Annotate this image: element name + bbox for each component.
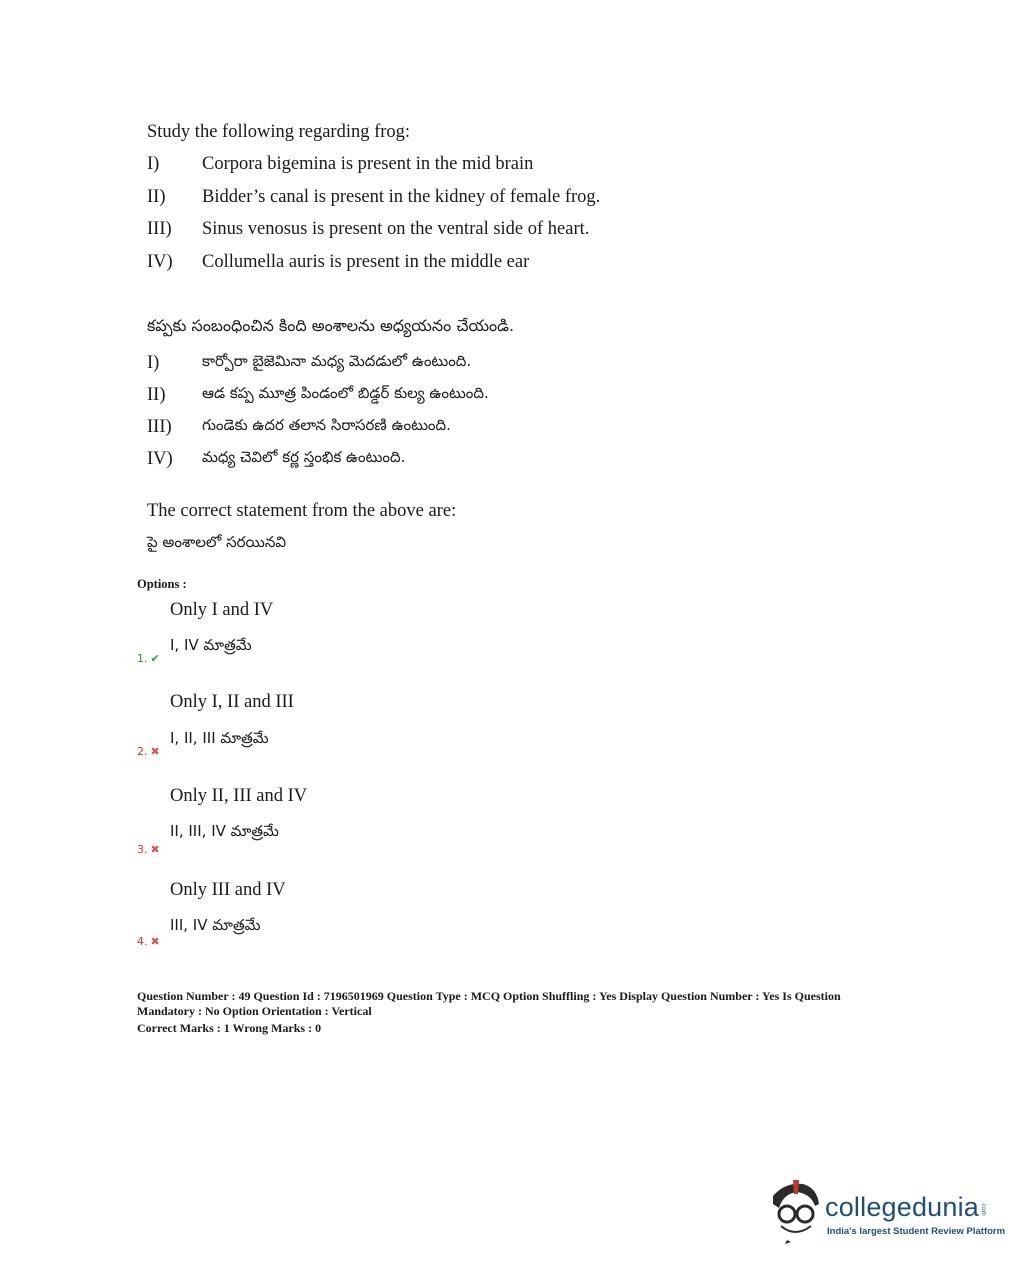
logo-name — [825, 1192, 986, 1223]
statement-en-1-roman: I) — [147, 154, 160, 174]
statement-en-3-roman: III) — [147, 219, 172, 239]
option-3-number — [137, 843, 160, 856]
logo-name-text: collegedunia — [825, 1192, 980, 1222]
collegedunia-logo — [765, 1178, 1006, 1248]
cross-icon: ✖ — [150, 745, 160, 758]
option-4-te[interactable]: III, IV మాత్రమే — [170, 916, 261, 934]
option-4-number-label: 4. — [137, 935, 148, 948]
statement-te-2-roman: II) — [147, 385, 166, 405]
option-1-number-label: 1. — [137, 652, 148, 665]
option-3-en[interactable]: Only II, III and IV — [170, 786, 308, 806]
question-intro-te: కప్పకు సంబంధించిన కింది అంశాలను అధ్యయనం చేయండి. — [147, 316, 515, 335]
logo-suffix: .com — [980, 1201, 987, 1216]
mascot-icon — [765, 1178, 825, 1248]
statement-en-2: Bidder’s canal is present in the kidney of female frog. — [202, 187, 601, 207]
cross-icon: ✖ — [150, 843, 160, 856]
question-meta-line3: Correct Marks : 1 Wrong Marks : 0 — [137, 1021, 322, 1035]
option-2-number — [137, 745, 160, 758]
statement-te-4: మధ్య చెవిలో కర్ణ స్తంభిక ఉంటుంది. — [202, 448, 406, 466]
option-2-en[interactable]: Only I, II and III — [170, 692, 294, 712]
option-1-en[interactable]: Only I and IV — [170, 600, 274, 620]
option-3-te[interactable]: II, III, IV మాత్రమే — [170, 822, 279, 840]
statement-te-4-roman: IV) — [147, 449, 173, 469]
statement-te-3: గుండెకు ఉదర తలాన సిరాసరణి ఉంటుంది. — [202, 416, 451, 434]
check-icon: ✔ — [150, 652, 160, 665]
question-prompt-en: The correct statement from the above are: — [147, 501, 457, 521]
statement-en-3: Sinus venosus is present on the ventral side of heart. — [202, 219, 590, 239]
option-3-number-label: 3. — [137, 843, 148, 856]
options-label: Options : — [137, 577, 187, 591]
statement-en-4-roman: IV) — [147, 252, 173, 272]
statement-te-1: కార్పోరా బైజెమినా మధ్య మెదడులో ఉంటుంది. — [202, 352, 472, 370]
question-prompt-te: పై అంశాలలో సరయినవి — [147, 533, 287, 551]
statement-te-3-roman: III) — [147, 417, 172, 437]
option-4-number — [137, 935, 160, 948]
question-meta-line1: Question Number : 49 Question Id : 7196501969 Question Type : MCQ Option Shuffling : Yes Display Question Number : Yes Is Question — [137, 989, 841, 1003]
statement-te-2: ఆడ కప్ప మూత్ర పిండంలో బిడ్డర్ కుల్య ఉంటుంది. — [202, 384, 489, 402]
option-2-te[interactable]: I, II, III మాత్రమే — [170, 729, 269, 747]
question-intro-en: Study the following regarding frog: — [147, 122, 411, 142]
cross-icon: ✖ — [150, 935, 160, 948]
statement-en-4: Collumella auris is present in the middle ear — [202, 252, 530, 272]
statement-en-2-roman: II) — [147, 187, 166, 207]
option-1-te[interactable]: I, IV మాత్రమే — [170, 636, 252, 654]
logo-tagline: India's largest Student Review Platform — [827, 1226, 1006, 1237]
question-meta-line2: Mandatory : No Option Orientation : Vertical — [137, 1004, 372, 1018]
option-1-number — [137, 652, 160, 665]
option-2-number-label: 2. — [137, 745, 148, 758]
statement-te-1-roman: I) — [147, 353, 160, 373]
statement-en-1: Corpora bigemina is present in the mid brain — [202, 154, 534, 174]
option-4-en[interactable]: Only III and IV — [170, 880, 286, 900]
